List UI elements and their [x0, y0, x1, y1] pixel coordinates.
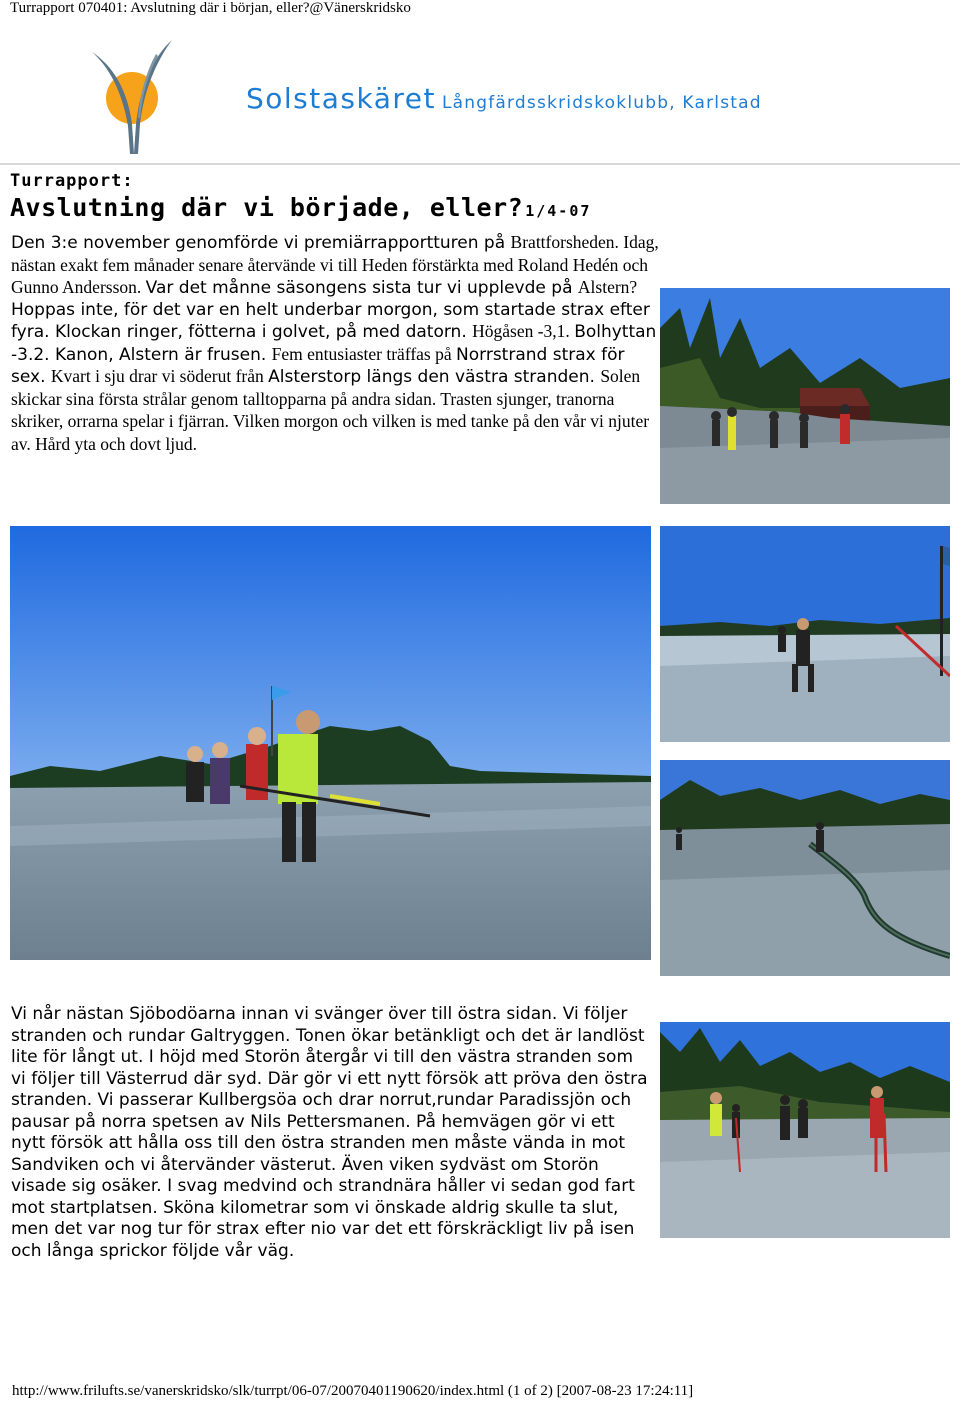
print-header: Turrapport 070401: Avslutning där i början, eller?@Vänerskridsko	[10, 0, 411, 16]
club-name: Långfärdsskridskoklubb, Karlstad	[441, 93, 762, 113]
text-run: Bolhyttan -3.2. Kanon, Alstern är frusen.	[11, 322, 657, 365]
site-header	[246, 82, 762, 115]
photo-skaters-with-flag	[10, 526, 651, 960]
text-run: Var det månne säsongens sista tur vi upplevde på	[145, 278, 578, 298]
report-paragraph-1	[11, 232, 661, 456]
text-run: Fem entusiaster träffas på	[271, 343, 457, 364]
text-run: Alstern?	[577, 277, 638, 297]
text-run: Den 3:e november genomförde vi premiärrapportturen på	[11, 233, 511, 253]
text-run: Högåsen -3,1.	[472, 321, 575, 341]
text-run: Kvart i sju drar vi söderut från	[50, 366, 269, 386]
report-title: Avslutning där vi började, eller?	[10, 193, 524, 222]
text-run: Hoppas inte, för det var en helt underbar morgon, som startade strax efter fyra. Klockan ringer, fötterna i golvet, på med datorn.	[11, 299, 650, 342]
text-run: Brattforsheden. Idag, nästan exakt fem månader senare återvände vi till Heden förstärkta med Roland Hedén och Gunno Andersson.	[11, 232, 659, 297]
header-divider	[0, 163, 960, 165]
photo-skaters-in-sun	[660, 1022, 950, 1238]
report-label: Turrapport:	[10, 171, 134, 191]
report-title-line	[10, 193, 591, 222]
text-run: Norrstrand strax för sex.	[11, 344, 625, 387]
text-run: Alsterstorp längs den västra stranden.	[268, 367, 601, 387]
report-paragraph-2: Vi når nästan Sjöbodöarna innan vi svänger över till östra sidan. Vi följer stranden och rundar Galtryggen. Tonen ökar betänkligt och det är landlöst lite för långt ut. I höjd med Storön återgår vi till den västra stranden som vi följer till Västerrud där syd. Där gör vi ett nytt försök att pröva den östra stranden. Vi passerar Kullbergsöa och drar norrut,rundar Paradissjön och pausar på norra spetsen av Nils Pettersmanen. På hemvägen gör vi ett nytt försök att hålla oss till den östra stranden men måste vända in mot Sandviken och vi återvänder västerut. Även viken sydväst om Storön visade sig osäker. I svag medvind och strandnära håller vi sedan god fart mot startplatsen. Sköna kilometrar som vi önskade aldrig skulle ta slut, men det var nog tur för strax efter nio var det ett förskräckligt liv på isen och långa sprickor följde vår väg.	[11, 1004, 648, 1261]
print-footer: http://www.frilufts.se/vanerskridsko/slk/turrpt/06-07/20070401190620/index.html (1 of 2) [2007-08-23 17:24:11]	[12, 1383, 694, 1399]
report-date: 1/4-07	[525, 202, 592, 220]
photo-lone-skater	[660, 526, 950, 742]
photo-ice-crack	[660, 760, 950, 976]
photo-skaters-by-cabin	[660, 288, 950, 504]
site-name-link[interactable]: Solstaskäret	[246, 82, 436, 115]
text-run: Solen skickar sina första strålar genom talltopparna på andra sidan. Trasten sjunger, tranorna skriker, orrarna spelar i fjärran. Vilken morgon och vilken is med tanke på den vår vi njuter av. Hård yta och dovt ljud.	[11, 366, 650, 454]
club-logo	[86, 38, 178, 156]
